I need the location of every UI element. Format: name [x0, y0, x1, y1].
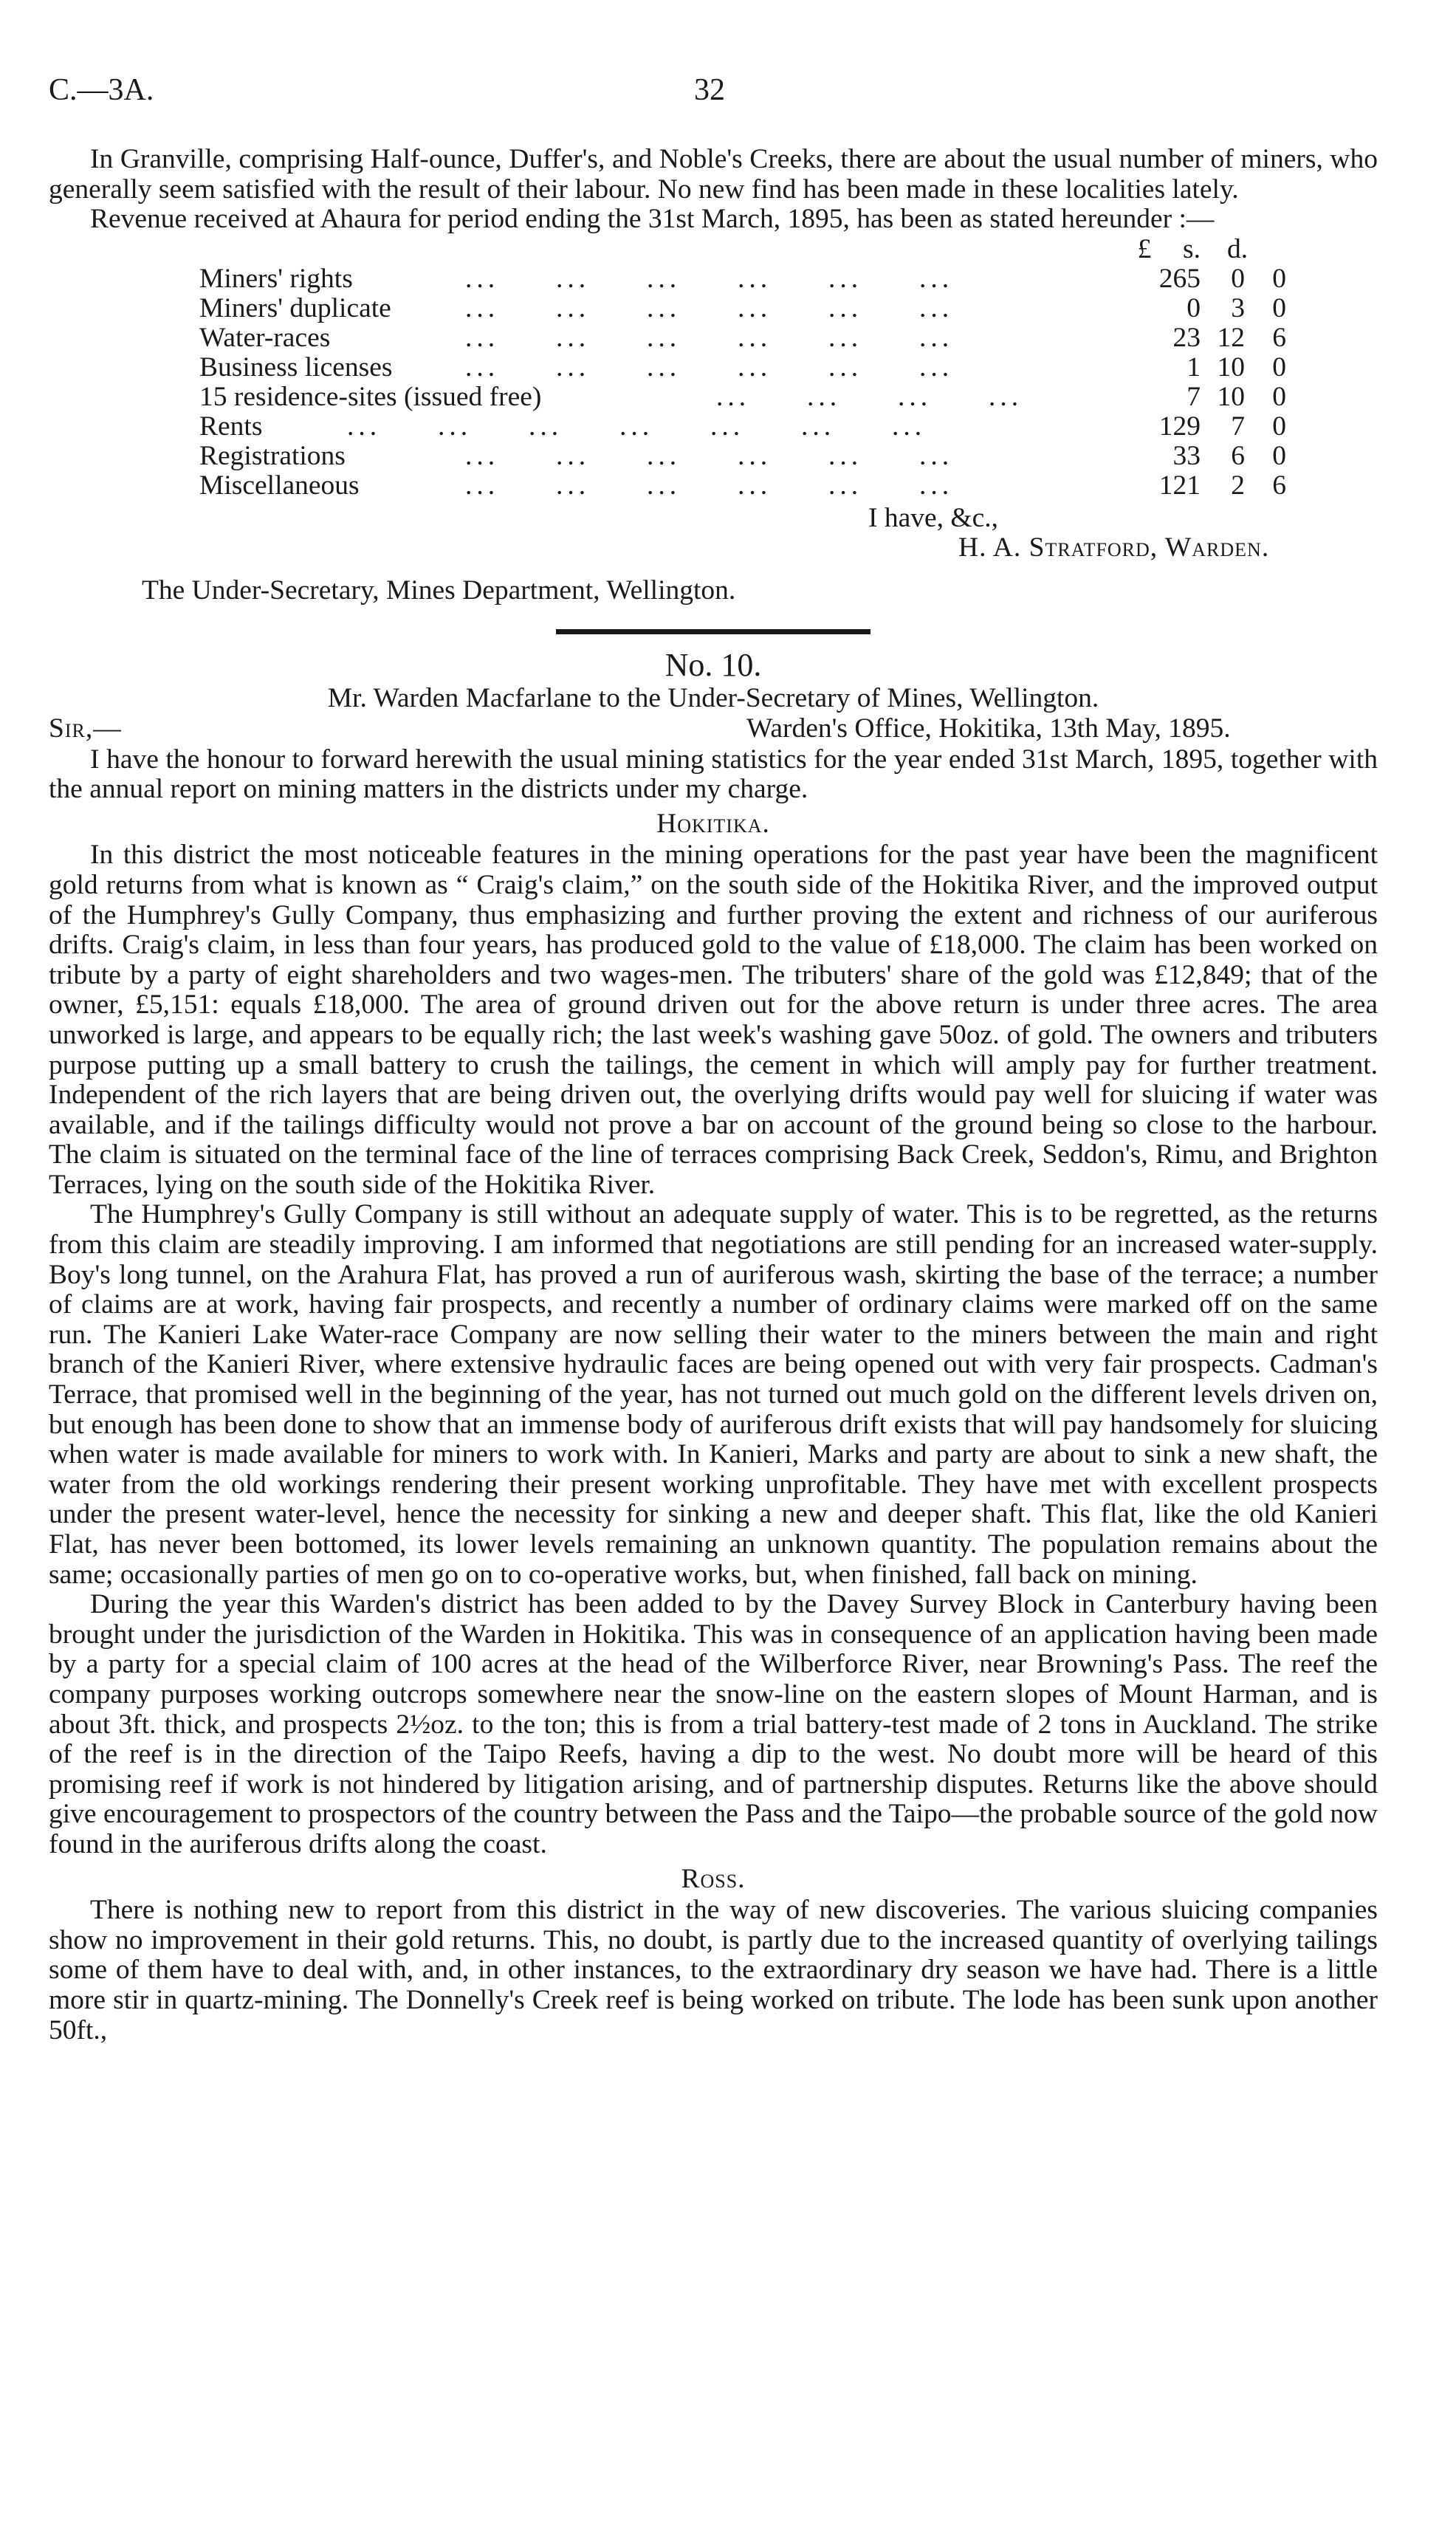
closing-greeting: I have, &c., [868, 502, 998, 533]
office-and-date: Warden's Office, Hokitika, 13th May, 1895. [746, 713, 1231, 744]
page-header [0, 72, 1456, 117]
section-heading-hokitika: Hokitika. [656, 808, 770, 839]
leader-dots: ... ... ... ... ... ... [465, 470, 954, 501]
ross-paragraph: There is nothing new to report from this district in the way of new discoveries. The various sluicing companies show no improvement in their gold returns. This, no doubt, is partly due to the increased quantity of overlying tailings some of them have to deal with, and, in other instances, to the extraordinary dry season we have had. There is a little more stir in quartz-mining. The Donnelly's Creek reef is being worked on tribute. The lode has been sunk upon another 50ft., [49, 1895, 1378, 2045]
revenue-pounds: 0 [1187, 292, 1201, 323]
revenue-pounds: 265 [1158, 263, 1201, 294]
leader-dots: ... ... ... ... ... ... ... [347, 411, 927, 442]
revenue-pence: 0 [1272, 351, 1286, 383]
letter-heading: Mr. Warden Macfarlane to the Under-Secretary of Mines, Wellington. [327, 682, 1099, 713]
revenue-pence: 6 [1272, 322, 1286, 353]
revenue-row [199, 383, 1307, 412]
revenue-pence: 0 [1272, 440, 1286, 471]
revenue-pence: 0 [1272, 263, 1286, 294]
letter-salutation-row [49, 714, 1378, 745]
revenue-pounds: 121 [1158, 470, 1201, 501]
letter-opening-paragraph: I have the honour to forward herewith the usual mining statistics for the year ended 31st March, 1895, together with the annual report on mining matters in the districts under my charge. [49, 744, 1378, 805]
page-number: 32 [694, 73, 725, 107]
revenue-table [49, 233, 1378, 501]
revenue-pounds: 7 [1187, 381, 1201, 412]
salutation: Sir,— [49, 713, 122, 744]
pounds-header: £ [1137, 233, 1152, 264]
section-heading-ross: Ross. [681, 1863, 746, 1894]
revenue-pounds: 1 [1187, 351, 1201, 383]
leader-dots: ... ... ... ... ... ... [465, 293, 954, 323]
leader-dots: ... ... ... ... [716, 382, 1023, 412]
revenue-intro-paragraph: Revenue received at Ahaura for period ending the 31st March, 1895, has been as stated hereunder :— [90, 204, 1215, 235]
leader-dots: ... ... ... ... ... ... [465, 264, 954, 294]
page-body [49, 145, 1378, 2045]
hokitika-paragraph: In this district the most noticeable features in the mining operations for the past year have been the magnificent gold returns from what is known as “ Craig's claim,” on the south side of the Hokitika River, and the improved output of the Humphrey's Gully Company, thus emphasizing and further proving the extent and richness of our auriferous drifts. Craig's claim, in less than four years, has produced gold to the value of £18,000. The claim has been worked on tribute by a party of eight shareholders and two wages-men. The tributers' share of the gold was £12,849; that of the owner, £5,151: equals £18,000. The area of ground driven out for the above return is under three acres. The area unworked is large, and appears to be equally rich; the last week's washing gave 50oz. of gold. The owners and tributers purpose putting up a small battery to crush the tailings, the cement in which will amply pay for further treatment. Independent of the rich layers that are being driven out, the overlying drifts would pay well for sluicing if water was available, and if the tailings difficulty would not prove a bar on account of the ground being so close to the harbour. The claim is situated on the terminal face of the line of terraces comprising Back Creek, Seddon's, Rimu, and Brighton Terraces, lying on the south side of the Hokitika River. [49, 840, 1378, 1200]
revenue-row [199, 353, 1307, 383]
revenue-shillings: 7 [1231, 411, 1245, 442]
series-reference: C.—3A. [49, 73, 154, 107]
revenue-label: Registrations [199, 440, 346, 471]
revenue-row [199, 323, 1307, 353]
revenue-pence: 0 [1272, 292, 1286, 323]
revenue-label: Water-races [199, 322, 331, 353]
revenue-label: Business licenses [199, 351, 393, 383]
revenue-shillings: 6 [1231, 440, 1245, 471]
revenue-shillings: 2 [1231, 470, 1245, 501]
revenue-label: 15 residence-sites (issued free) [199, 381, 542, 412]
revenue-shillings: 3 [1231, 292, 1245, 323]
signature: H. A. Stratford, Warden. [958, 532, 1270, 563]
revenue-shillings: 10 [1217, 351, 1245, 383]
revenue-pence: 0 [1272, 381, 1286, 412]
shillings-header: s. [1183, 233, 1201, 264]
revenue-label: Miners' duplicate [199, 292, 391, 323]
revenue-label: Miscellaneous [199, 470, 360, 501]
addressee-line: The Under-Secretary, Mines Department, Wellington. [142, 575, 736, 606]
leader-dots: ... ... ... ... ... ... [465, 441, 954, 471]
revenue-pounds: 23 [1172, 322, 1201, 353]
revenue-pounds: 129 [1158, 411, 1201, 442]
granville-paragraph: In Granville, comprising Half-ounce, Duffer's, and Noble's Creeks, there are about the usual number of miners, who generally seem satisfied with the result of their labour. No new find has been made in these localities lately. [49, 144, 1378, 205]
pence-header: d. [1226, 233, 1249, 264]
section-divider [556, 629, 870, 634]
leader-dots: ... ... ... ... ... ... [465, 352, 954, 383]
revenue-pence: 6 [1272, 470, 1286, 501]
leader-dots: ... ... ... ... ... ... [465, 323, 954, 353]
revenue-label: Rents [199, 411, 263, 442]
revenue-shillings: 12 [1217, 322, 1245, 353]
revenue-label: Miners' rights [199, 263, 353, 294]
revenue-row [199, 294, 1307, 323]
revenue-row [199, 412, 1307, 442]
revenue-row [199, 264, 1307, 294]
revenue-pounds: 33 [1172, 440, 1201, 471]
revenue-shillings: 0 [1231, 263, 1245, 294]
signoff-block [49, 504, 1378, 572]
revenue-pence: 0 [1272, 411, 1286, 442]
letter-number: No. 10. [665, 647, 762, 684]
revenue-row [199, 442, 1307, 471]
revenue-shillings: 10 [1217, 381, 1245, 412]
hokitika-paragraph: During the year this Warden's district has been added to by the Davey Survey Block in Canterbury having been brought under the jurisdiction of the Warden in Hokitika. This was in consequence of an application having been made by a party for a special claim of 100 acres at the head of the Wilberforce River, near Browning's Pass. The reef the company purposes working outcrops somewhere near the snow-line on the eastern slopes of Mount Harman, and is about 3ft. thick, and prospects 2½oz. to the ton; this is from a trial battery-test made of 2 tons in Auckland. The strike of the reef is in the direction of the Taipo Reefs, having a dip to the west. No doubt more will be heard of this promising reef if work is not hindered by litigation arising, and of partnership disputes. Returns like the above should give encouragement to prospectors of the country between the Pass and the Taipo—the probable source of the gold now found in the auriferous drifts along the coast. [49, 1589, 1378, 1859]
revenue-row [199, 471, 1307, 501]
hokitika-paragraph: The Humphrey's Gully Company is still without an adequate supply of water. This is to be regretted, as the returns from this claim are steadily improving. I am informed that negotiations are still pending for an increased water-supply. Boy's long tunnel, on the Arahura Flat, has proved a run of auriferous wash, skirting the base of the terrace; a number of claims are at work, having fair prospects, and recently a number of ordinary claims were marked off on the same run. The Kanieri Lake Water-race Company are now selling their water to the miners between the main and right branch of the Kanieri River, where extensive hydraulic faces are being opened out with very fair prospects. Cadman's Terrace, that promised well in the beginning of the year, has not turned out much gold on the different levels driven on, but enough has been done to show that an immense body of auriferous drift exists that will pay handsomely for sluicing when water is made available for miners to work with. In Kanieri, Marks and party are about to sink a new shaft, the water from the old workings rendering their present working unprofitable. They have met with excellent prospects under the present water-level, hence the necessity for sinking a new and deeper shaft. This flat, like the old Kanieri Flat, has never been bottomed, its lower levels remaining an unknown quantity. The population remains about the same; occasionally parties of men go on to co-operative works, but, when finished, fall back on mining. [49, 1199, 1378, 1590]
